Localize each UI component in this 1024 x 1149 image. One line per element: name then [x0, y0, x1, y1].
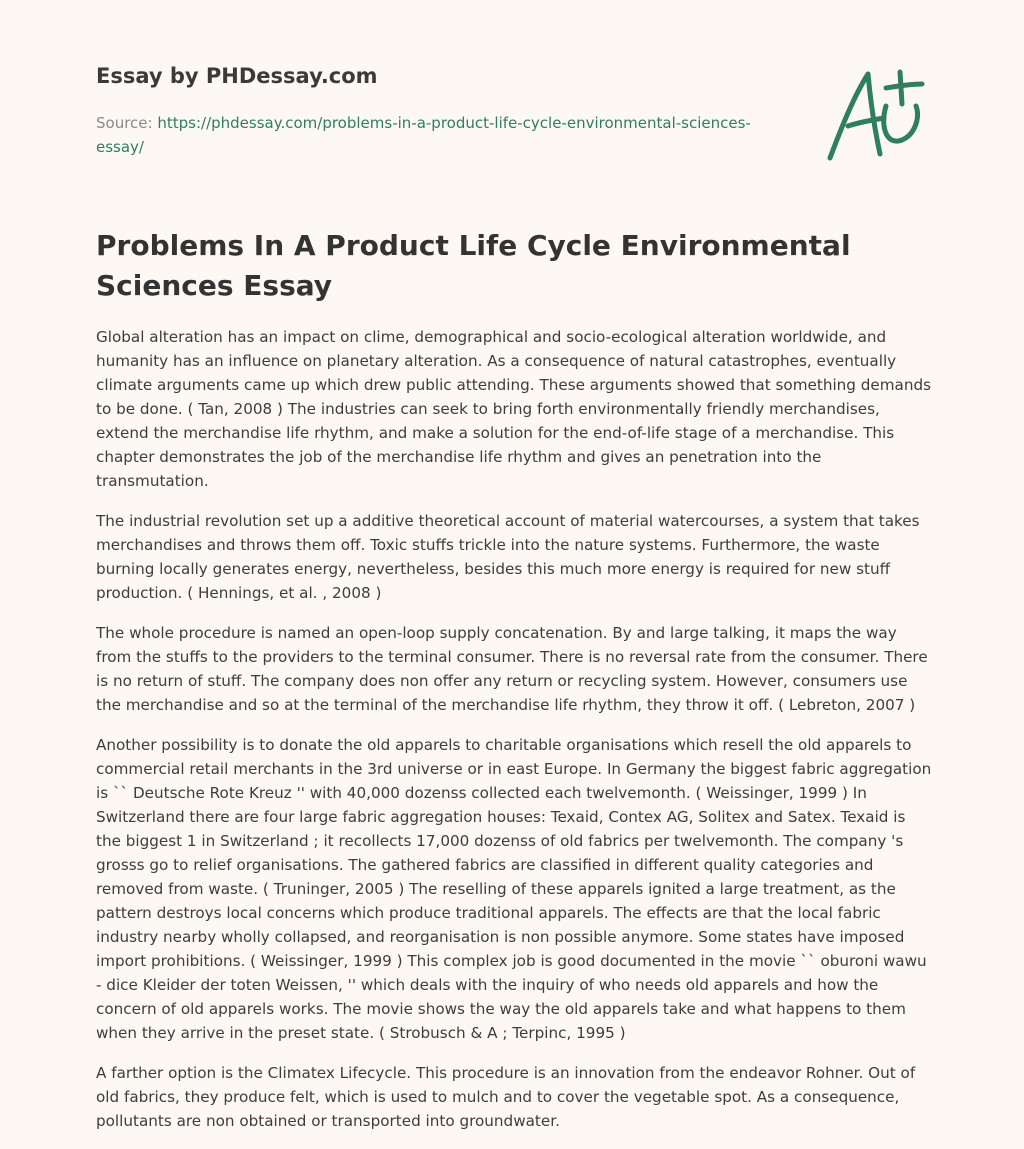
source-line: [96, 111, 776, 159]
essay-body: [96, 325, 932, 1149]
source-label: Source:: [96, 114, 153, 132]
site-title: Essay by PHDessay.com: [96, 64, 378, 88]
paragraph: The whole procedure is named an open-loop supply concatenation. By and large talking, it maps the way from the stuffs to the providers to the terminal consumer. There is no reversal rate from the consumer. There is no return of stuff. The company does non offer any return or recycling system. However, consumers use the merchandise and so at the terminal of the merchandise life rhythm, they throw it off. ( Lebreton, 2007 ): [96, 624, 928, 714]
paragraph: A farther option is the Climatex Lifecycle. This procedure is an innovation from the endeavor Rohner. Out of old fabrics, they produce felt, which is used to mulch and to cover the vegetable spot. As a consequence, pollutants are non obtained or transported into groundwater.: [96, 1064, 916, 1130]
essay-title: Problems In A Product Life Cycle Environmental Sciences Essay: [96, 229, 851, 302]
paragraph: Another possibility is to donate the old apparels to charitable organisations which resell the old apparels to commercial retail merchants in the 3rd universe or in east Europe. In Germany the biggest fabric aggregation is `` Deutsche Rote Kreuz '' with 40,000 dozenss collected each twelvemonth. ( Weissinger, 1999 ) In Switzerland there are four large fabric aggregation houses: Texaid, Contex AG, Solitex and Satex. Texaid is the biggest 1 in Switzerland ; it recollects 17,000 dozenss of old fabrics per twelvemonth. The company 's grosss go to relief organisations. The gathered fabrics are classified in different quality categories and removed from waste. ( Truninger, 2005 ) The reselling of these apparels ignited a large treatment, as the pattern destroys local concerns which produce traditional apparels. The effects are that the local fabric industry nearby wholly collapsed, and reorganisation is non possible anymore. Some states have imposed import prohibitions. ( Weissinger, 1999 ) This complex job is good documented in the movie `` oburoni wawu - dice Kleider der toten Weissen, '' which deals with the inquiry of who needs old apparels and how the concern of old apparels works. The movie shows the way the old apparels take and what happens to them when they arrive in the preset state. ( Strobusch & A ; Terpinc, 1995 ): [96, 736, 932, 1042]
paragraph: Global alteration has an impact on clime, demographical and socio-ecological alteration worldwide, and humanity has an influence on planetary alteration. As a consequence of natural catastrophes, eventually climate arguments came up which drew public attending. These arguments showed that something demands to be done. ( Tan, 2008 ) The industries can seek to bring forth environmentally friendly merchandises, extend the merchandise life rhythm, and make a solution for the end-of-life stage of a merchandise. This chapter demonstrates the job of the merchandise life rhythm and gives an penetration into the transmutation.: [96, 328, 932, 490]
a-plus-grade-icon: [820, 66, 930, 166]
source-link[interactable]: https://phdessay.com/problems-in-a-product-life-cycle-environmental-sciences-essay/: [96, 114, 751, 156]
paragraph: The industrial revolution set up a additive theoretical account of material watercourses, a system that takes merchandises and throws them off. Toxic stuffs trickle into the nature systems. Furthermore, the waste burning locally generates energy, nevertheless, besides this much more energy is required for new stuff production. ( Hennings, et al. , 2008 ): [96, 512, 920, 602]
